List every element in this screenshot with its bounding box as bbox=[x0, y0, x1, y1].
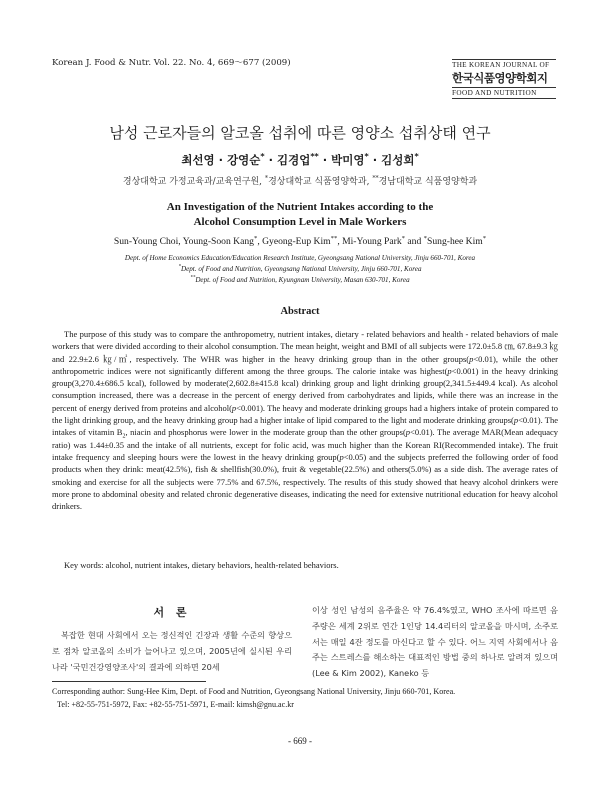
abstract-text bbox=[52, 328, 558, 512]
journal-name-en-bottom: FOOD AND NUTRITION bbox=[452, 89, 537, 97]
affiliation-en-3-row bbox=[0, 275, 600, 286]
page-number: - 669 - bbox=[288, 736, 312, 746]
affiliation-en-3: Dept. of Food and Nutrition, Kyungnam University, Masan 630-701, Korea bbox=[195, 276, 410, 284]
p-symbol: p bbox=[447, 365, 452, 376]
paper-title-korean: 남성 근로자들의 알코올 섭취에 따른 영양소 섭취상태 연구 bbox=[109, 124, 491, 142]
abstract-seg: <0.05) and the subjects preferred the following order of food products when they drink: meat(42.5%), fish & shellfish(30.0%), fruit & vegetable(22.5%) and others(5.0%) as a side dish. The average rates of smoking and exercise for all the subjects were 77.5% and 67.5%, respectively. The results of this study showed that heavy alcohol drinkers were more prone to abdominal obesity and related chronic degenerative diseases, indicating the need for extensive nutritional education for heavy alcohol drinkers. bbox=[52, 451, 558, 512]
footnote-divider bbox=[52, 681, 206, 682]
author-separator: · bbox=[372, 153, 378, 167]
author-ko-2: 강영순 bbox=[227, 153, 261, 167]
abstract-seg: <0.01), while the other anthropometric indices were not significantly different among the three groups. The calorie intake was highest( bbox=[52, 353, 558, 376]
footnote-line-2: Tel: +82-55-751-5972, Fax: +82-55-751-5971, E-mail: kimsh@gnu.ac.kr bbox=[57, 699, 294, 709]
author-ko-4: 박미영 bbox=[331, 153, 365, 167]
title-en-line-2: Alcohol Consumption Level in Male Workers bbox=[193, 216, 407, 228]
author-en-3: Gyeong-Eup Kim bbox=[262, 236, 331, 247]
author-ko-3: 김경업 bbox=[277, 153, 311, 167]
subscript: 2 bbox=[122, 434, 126, 441]
p-symbol: p bbox=[339, 451, 344, 462]
journal-rule-bottom bbox=[452, 98, 556, 99]
intro-text-right-column: 이상 성인 남성의 음주율은 약 76.4%였고, WHO 조사에 따르면 음주량은 세계 2위로 연간 1인당 14.4리터의 알코올을 마시며, 소주로서는 매일 4잔 정도를 마신다고 할 수 있다. 어느 지역 사회에서나 음주는 스트레스를 해소하는 대표적인 방법 중의 하나로 알려져 있으며(Lee & Kim 2002), Kaneko 등 bbox=[312, 605, 558, 679]
affiliation-ko-2: 경상대학교 식품영양학과, bbox=[268, 177, 370, 187]
journal-logo bbox=[452, 58, 556, 100]
abstract-heading: Abstract bbox=[280, 306, 320, 317]
author-list-english: Sun-Young Choi, Young-Soon Kang*, Gyeong-Eup Kim**, Mi-Young Park* and *Sung-hee Kim* bbox=[113, 234, 487, 247]
author-separator: · bbox=[322, 153, 328, 167]
abstract-seg: <0.01). The intakes of vitamin B bbox=[52, 415, 558, 438]
abstract-seg: <0.01). The average MAR(Mean adequacy ratio) was 1.44±0.35 and the intake of all nutrients, except for folic acid, was much higher than the Korean RI(Recommended intake). The fruit intake frequency and sleeping hours were the lowest in the heavy drinking group( bbox=[52, 427, 558, 462]
journal-rule-top bbox=[452, 59, 556, 60]
affil-mark: * bbox=[260, 152, 265, 162]
affiliation-en-1: Dept. of Home Economics Education/Education Research Institute, Gyeongsang National University, Jinju 660-701, Korea bbox=[124, 254, 476, 262]
corresponding-mark: * bbox=[423, 234, 428, 242]
p-symbol: p bbox=[231, 402, 237, 413]
affil-mark: ** bbox=[330, 234, 338, 242]
affiliation-en-2: Dept. of Food and Nutrition, Gyeongsang National University, Jinju 660-701, Korea bbox=[180, 265, 422, 273]
affiliations-english bbox=[0, 253, 600, 286]
journal-name-en-top: THE KOREAN JOURNAL OF bbox=[452, 61, 550, 69]
journal-rule-middle bbox=[452, 87, 556, 88]
affil-mark: ** bbox=[190, 275, 196, 281]
author-ko-1: 최선영 bbox=[181, 153, 215, 167]
author-ko-5: 김성희 bbox=[381, 153, 415, 167]
author-separator: · bbox=[218, 153, 224, 167]
affil-mark: * bbox=[401, 234, 405, 242]
affiliation-ko-1: 경상대학교 가정교육과/교육연구원, bbox=[122, 177, 263, 187]
journal-name-ko: 한국식품영양학회지 bbox=[452, 71, 548, 85]
affil-mark: ** bbox=[310, 152, 319, 162]
author-en-1: Sun-Young Choi, bbox=[113, 236, 181, 247]
author-en-and: and bbox=[407, 236, 422, 247]
corresponding-author-footnote bbox=[52, 686, 562, 711]
affiliation-en-2-row bbox=[0, 264, 600, 275]
author-en-4: Mi-Young Park bbox=[342, 236, 402, 247]
paper-title-english bbox=[0, 200, 600, 230]
affil-mark: * bbox=[414, 152, 419, 162]
footnote-line-1: Corresponding author: Sung-Hee Kim, Dept. of Food and Nutrition, Gyeongsang National University, Jinju 660-701, Korea. bbox=[52, 687, 456, 696]
affil-mark: * bbox=[178, 264, 181, 270]
p-symbol: p bbox=[405, 427, 411, 438]
affil-mark: * bbox=[364, 152, 369, 162]
affil-mark: ** bbox=[372, 175, 379, 182]
author-list-korean bbox=[0, 152, 600, 168]
affiliations-korean bbox=[0, 174, 600, 187]
author-en-2: Young-Soon Kang bbox=[182, 236, 254, 247]
abstract-seg: The purpose of this study was to compare the anthropometry, nutrient intakes, dietary - related behaviors and health - related behaviors of male workers that were divided according to their alcohol consumption. The mean height, weight and BMI of all subjects were 172.0±5.8 ㎝, 67.8±9.3 ㎏ and 22.9±2.6 ㎏/㎡, respectively. The WHR was higher in the heavy drinking group than in the other groups( bbox=[52, 329, 558, 364]
journal-citation: Korean J. Food & Nutr. Vol. 22. No. 4, 669～677 (2009) bbox=[52, 58, 291, 68]
section-title-introduction: 서 론 bbox=[153, 606, 191, 619]
footnote-line-1-row bbox=[52, 686, 562, 699]
affil-mark: * bbox=[264, 175, 269, 182]
abstract-seg: <0.001). The heavy and moderate drinking groups had a highers intake of protein compared to the light drinking group, and the heavy drinking group had a higher intake of lipid compared to the light and moderate drinking groups( bbox=[52, 402, 558, 426]
p-symbol: p bbox=[469, 353, 474, 364]
keywords: Key words: alcohol, nutrient intakes, dietary behaviors, health-related behaviors. bbox=[64, 560, 339, 570]
abstract-seg: , niacin and phosphorus were lower in the moderate group than the other groups( bbox=[125, 427, 406, 438]
author-en-5: Sung-hee Kim bbox=[427, 236, 483, 247]
affil-mark: * bbox=[253, 234, 258, 242]
affiliation-ko-3: 경남대학교 식품영양학과 bbox=[378, 177, 478, 187]
intro-text-left-column: 복잡한 현대 사회에서 오는 정신적인 긴장과 생활 수준의 향상으로 점차 알코올의 소비가 늘어나고 있으며, 2005년에 실시된 우리나라 '국민건강영양조사'의 결과에 의하면 20세 bbox=[52, 630, 292, 672]
author-separator: · bbox=[268, 153, 273, 167]
abstract-seg: <0.001) in the heavy drinking group(3,270.4±686.5 kcal), followed by moderate(2,602.8±415.8 kcal) drinking group and light drinking group(2,341.5±449.4 kcal). As alcohol consumption increased, there was a decrease in the percent of energy derived from carbohydrates and lipids, while there was an increase in the percent of energy derived from proteins and alcohol( bbox=[52, 365, 558, 413]
affil-mark: * bbox=[482, 234, 487, 242]
title-en-line-1: An Investigation of the Nutrient Intakes according to the bbox=[166, 201, 434, 213]
p-symbol: p bbox=[513, 415, 519, 426]
